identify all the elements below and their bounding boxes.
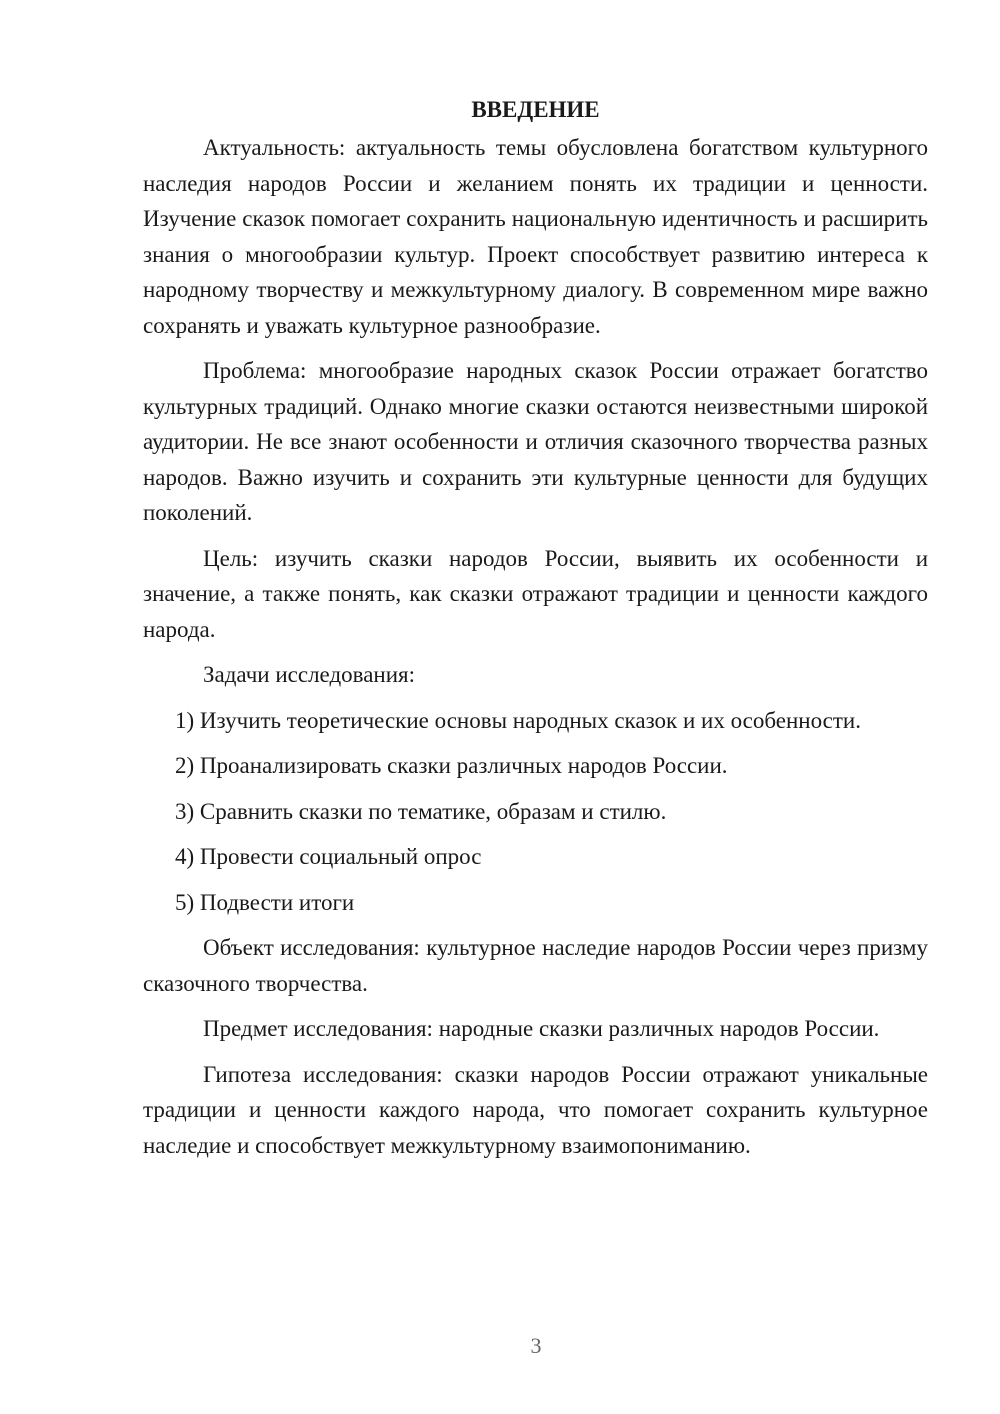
paragraph-problem: Проблема: многообразие народных сказок России отражает богатство культурных традиций. Однако многие сказки остаются неизвестными широкой аудитории. Не все знают особенности и отличия сказочного творчества разных народов. Важно изучить и сохранить эти культурные ценности для будущих поколений.: [143, 358, 928, 525]
tasks-list: [143, 703, 928, 921]
list-item: 5) Подвести итоги: [175, 889, 355, 915]
document-page: [143, 92, 928, 1173]
paragraph-hypothesis: Гипотеза исследования: сказки народов России отражают уникальные традиции и ценности каждого народа, что помогает сохранить культурное наследие и способствует межкультурному взаимопониманию.: [143, 1061, 928, 1158]
list-item: 3) Сравнить сказки по тематике, образам и стилю.: [175, 798, 667, 824]
paragraph-goal: Цель: изучить сказки народов России, выявить их особенности и значение, а также понять, как сказки отражают традиции и ценности каждого народа.: [143, 545, 928, 642]
list-item: 1) Изучить теоретические основы народных сказок и их особенности.: [175, 707, 861, 733]
page-number: 3: [530, 1333, 542, 1358]
list-item: 4) Провести социальный опрос: [175, 844, 482, 869]
section-title: ВВЕДЕНИЕ: [471, 97, 600, 122]
paragraph-subject: Предмет исследования: народные сказки различных народов России.: [203, 1016, 880, 1041]
tasks-heading: Задачи исследования:: [203, 662, 416, 687]
paragraph-object: Объект исследования: культурное наследие народов России через призму сказочного творчества.: [143, 935, 928, 996]
paragraph-relevance: Актуальность: актуальность темы обусловлена богатством культурного наследия народов России и желанием понять их традиции и ценности. Изучение сказок помогает сохранить национальную идентичность и расширить знания о многообразии культур. Проект способствует развитию интереса к народному творчеству и межкультурному диалогу. В современном мире важно сохранять и уважать культурное разнообразие.: [143, 135, 928, 338]
list-item: 2) Проанализировать сказки различных народов России.: [175, 753, 728, 778]
